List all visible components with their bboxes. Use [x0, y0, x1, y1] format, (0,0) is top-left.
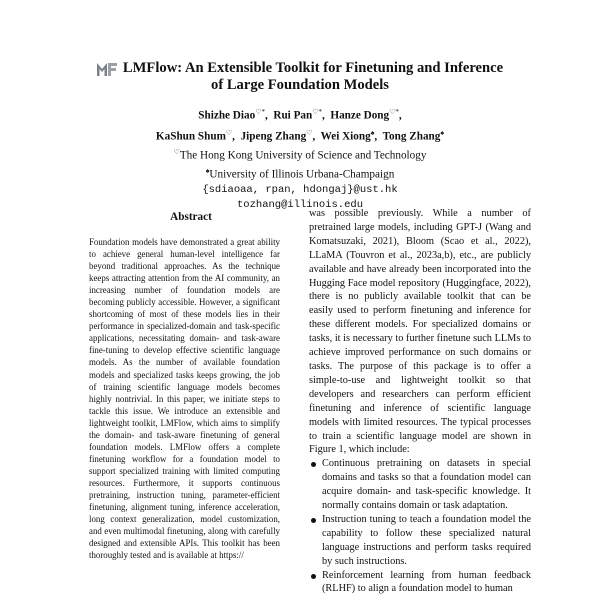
bullet-icon: [311, 518, 316, 523]
author-name: Tong Zhang: [382, 130, 441, 143]
paper-header: [0, 60, 600, 213]
list-item-text: Instruction tuning to teach a foundation model the capability to follow these specialized natural language instructions and perform tasks required by such instructions.: [322, 513, 531, 567]
author-mark: ♡*: [255, 108, 265, 116]
author-mark: ♡*: [389, 108, 399, 116]
author-name: Wei Xiong: [320, 130, 371, 143]
authors-line-2: KaShun Shum♡, Jipeng Zhang♡, Wei Xiong♠, Tong Zhang♠: [155, 128, 445, 143]
abstract-heading: Abstract: [170, 211, 212, 223]
bullet-icon: [311, 574, 316, 579]
author-name: Shizhe Diao: [198, 109, 256, 122]
lmflow-logo-icon: [97, 62, 117, 76]
author-name: Jipeng Zhang: [240, 130, 307, 143]
affiliation-1: [0, 145, 600, 164]
author-name: KaShun Shum: [155, 130, 226, 143]
abstract-text: Foundation models have demonstrated a great ability to achieve general human-level intelligence far beyond traditional approaches. As the technique keeps attracting attention from the AI community, an increasing number of foundation models are becoming publicly accessible. However, a significant shortcoming of most of these models lies in their performance in specialized-domain and task-specific applications, necessitating domain- and task-aware fine-tuning to develop effective scientific language models. As the number of available foundation models and specialized tasks keeps growing, the job of training scientific language models becomes highly nontrivial. In this paper, we initiate steps to tackle this issue. We introduce an extensible and lightweight toolkit, LMFlow, which aims to simplify the domain- and task-aware finetuning of general foundation models. LMFlow offers a complete finetuning workflow for a foundation model to support specialized training with limited computing resources. Furthermore, it supports continuous pretraining, instruction tuning, parameter-efficient finetuning, alignment tuning, inference acceleration, long context generalization, model customization, and even multimodal finetuning, along with carefully designed and extensible APIs. This toolkit has been thoroughly tested and is available at https://: [89, 237, 280, 561]
authors: [0, 104, 600, 145]
abstract-body: [89, 236, 280, 561]
author-mark: ♡*: [312, 108, 322, 116]
affiliation-name: University of Illinois Urbana-Champaign: [209, 168, 395, 181]
list-item-text: Reinforcement learning from human feedback (RLHF) to align a foundation model to human: [322, 569, 531, 595]
author-mark: ♠: [440, 128, 445, 137]
list-item: [309, 513, 531, 569]
authors-line-1: Shizhe Diao♡*, Rui Pan♡*, Hanze Dong♡*,: [198, 108, 402, 122]
author-mark: ♠: [370, 128, 375, 137]
paper-title-line-1: LMFlow: An Extensible Toolkit for Finetuning and Inference: [122, 60, 504, 76]
bullet-list: [309, 457, 531, 596]
list-item: [309, 457, 531, 513]
affiliation-name: The Hong Kong University of Science and Technology: [179, 150, 427, 163]
affiliation-mark: ♠: [205, 167, 210, 176]
email-1: {sdiaoaa, rpan, hdongaj}@ust.hk: [202, 183, 398, 196]
paper-title-line-2: of Large Foundation Models: [211, 77, 389, 93]
author-name: Hanze Dong: [330, 109, 390, 122]
affiliation-2: [0, 164, 600, 183]
right-column: [309, 207, 531, 596]
list-item-text: Continuous pretraining on datasets in special domains and tasks so that a foundation model can acquire domain- and task-specific knowledge. It normally contains domain or task adaptation.: [322, 458, 531, 512]
author-mark: ♡: [306, 128, 313, 137]
list-item: [309, 569, 531, 597]
author-mark: ♡: [225, 128, 233, 137]
email-2: tozhang@illinois.edu: [236, 198, 364, 211]
affiliation-mark: ♡: [173, 148, 180, 157]
body-paragraph: was possible previously. While a number of pretrained large models, including GPT-J (Wang and Komatsuzaki, 2021), Bloom (Scao et al., 2022), LLaMA (Touvron et al., 2023a,b), etc., are publicly available and have already been incorporated into the Hugging Face model repository (Huggingface, 2022), there is no publicly available toolkit that can be easily used to perform finetuning and inference for these different models. For specialized domains or tasks, it is necessary to further finetune such LLMs to achieve improved performance on such domains or tasks. The purpose of this package is to offer a simple-to-use and lightweight toolkit so that developers and researchers can perform efficient finetuning and inference of scientific language models with limited resources. The typical processes to train a scientific language model are shown in Figure 1, which include:: [309, 208, 531, 456]
author-name: Rui Pan: [273, 109, 313, 122]
bullet-icon: [311, 462, 316, 467]
title-line-1: [0, 60, 600, 77]
